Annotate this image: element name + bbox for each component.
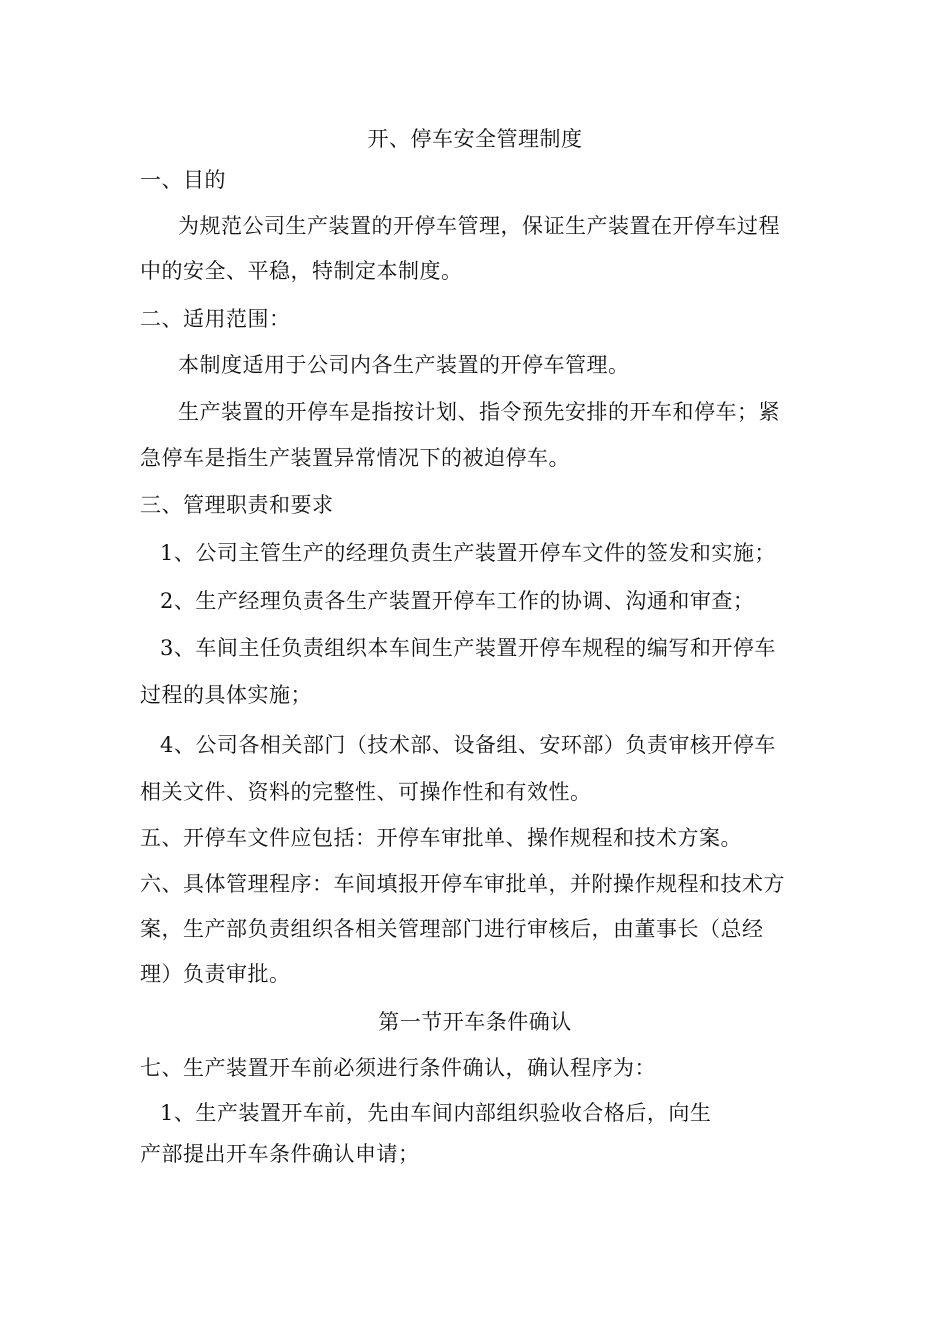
item-7-1-line-2: 产部提出开车条件确认申请； bbox=[140, 1142, 420, 1166]
duty-item-4-line-1: 4、公司各相关部门（技术部、设备组、安环部）负责审核开停车 bbox=[160, 733, 776, 757]
duty-item-2: 2、生产经理负责各生产装置开停车工作的协调、沟通和审查； bbox=[160, 589, 755, 613]
scope-paragraph-1: 本制度适用于公司内各生产装置的开停车管理。 bbox=[178, 353, 630, 377]
purpose-heading: 一、目的 bbox=[140, 168, 226, 192]
procedure-line-2: 案，生产部负责组织各相关管理部门进行审核后，由董事长（总经 bbox=[140, 917, 764, 941]
item-7: 七、生产装置开车前必须进行条件确认，确认程序为： bbox=[140, 1056, 656, 1080]
purpose-text-line-1: 为规范公司生产装置的开停车管理，保证生产装置在开停车过程 bbox=[178, 214, 780, 238]
duty-item-3-line-1: 3、车间主任负责组织本车间生产装置开停车规程的编写和开停车 bbox=[160, 636, 776, 660]
procedure-line-1: 六、具体管理程序：车间填报开停车审批单，并附操作规程和技术方 bbox=[140, 872, 785, 896]
duty-item-4-line-2: 相关文件、资料的完整性、可操作性和有效性。 bbox=[140, 780, 592, 804]
duty-item-3-line-2: 过程的具体实施； bbox=[140, 683, 312, 707]
duty-item-1: 1、公司主管生产的经理负责生产装置开停车文件的签发和实施； bbox=[160, 541, 776, 565]
section-1-title: 第一节开车条件确认 bbox=[378, 1010, 572, 1034]
purpose-text-line-2: 中的安全、平稳，特制定本制度。 bbox=[140, 259, 463, 283]
procedure-line-3: 理）负责审批。 bbox=[140, 962, 291, 986]
item-7-1-line-1: 1、生产装置开车前，先由车间内部组织验收合格后，向生 bbox=[160, 1101, 712, 1125]
document-title: 开、停车安全管理制度 bbox=[367, 127, 583, 151]
scope-paragraph-2-line-1: 生产装置的开停车是指按计划、指令预先安排的开车和停车；紧 bbox=[178, 400, 780, 424]
documents-item: 五、开停车文件应包括：开停车审批单、操作规程和技术方案。 bbox=[140, 826, 742, 850]
scope-paragraph-2-line-2: 急停车是指生产装置异常情况下的被迫停车。 bbox=[140, 446, 570, 470]
duties-heading: 三、管理职责和要求 bbox=[140, 493, 334, 517]
scope-heading: 二、适用范围： bbox=[140, 307, 291, 331]
